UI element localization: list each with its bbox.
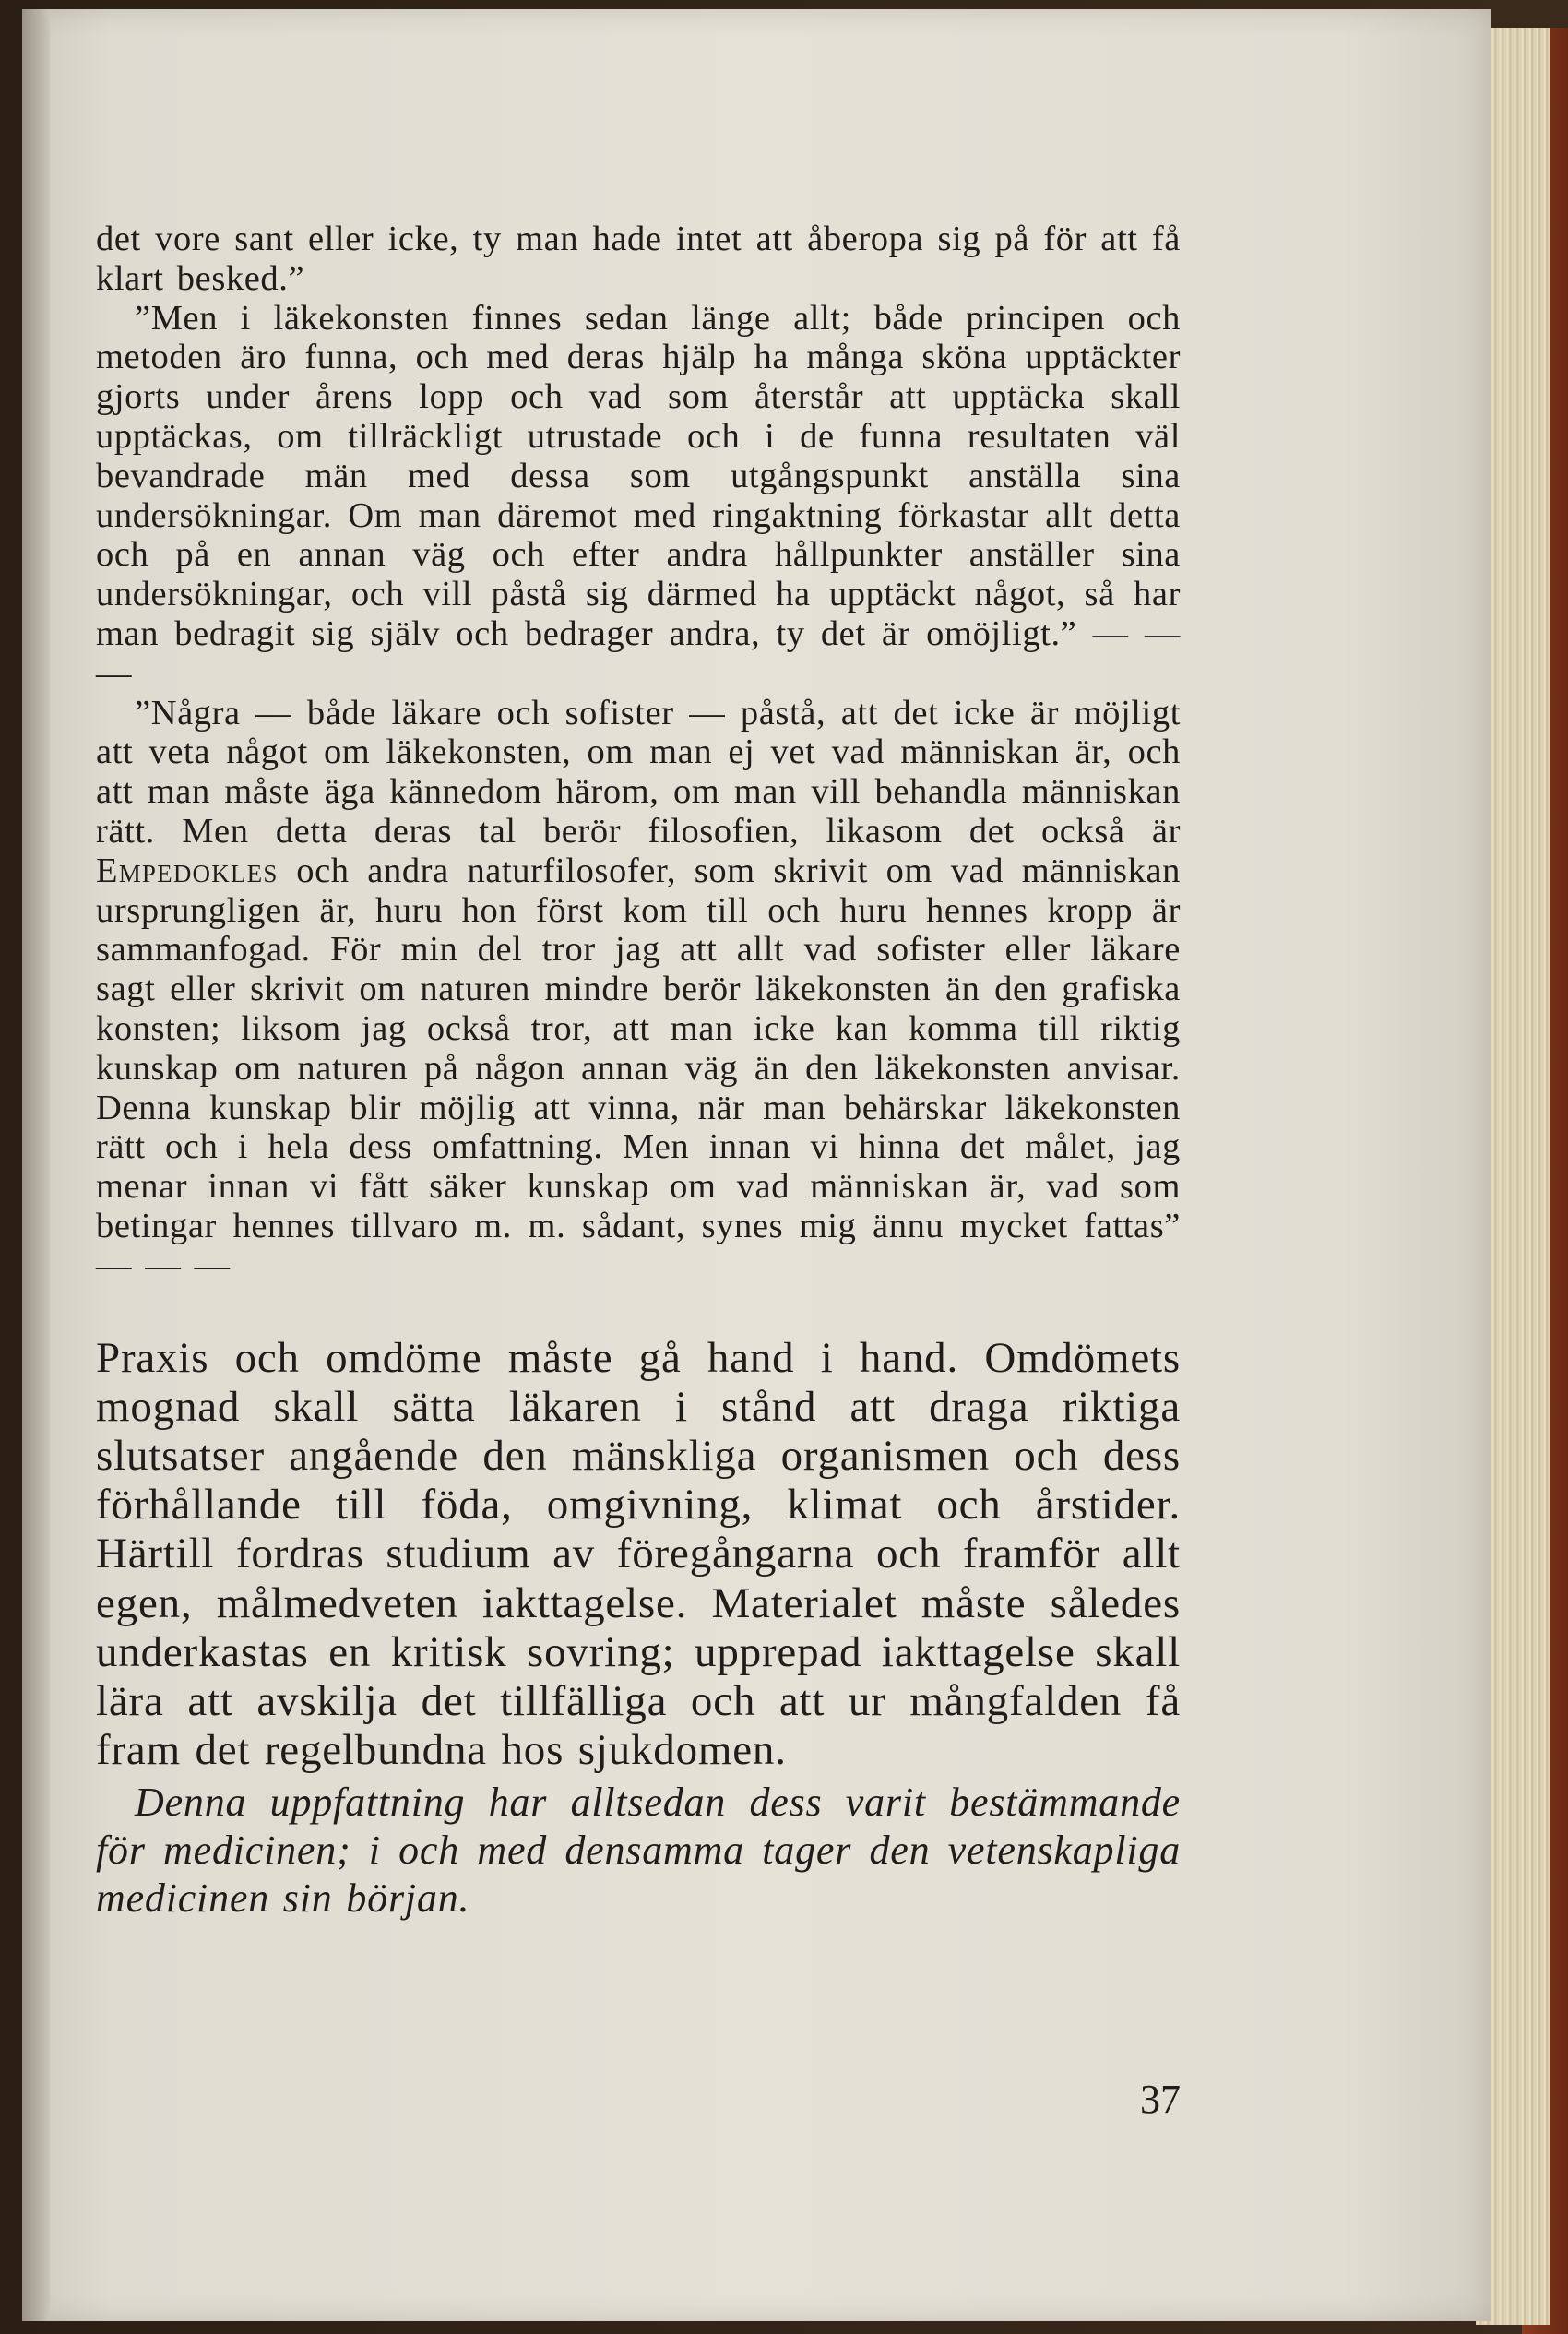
quote-paragraph-3-end: och andra naturfilosofer, som skrivit om vad människan ursprungligen är, huru hon först kom till och huru hennes kropp är sammanfogad. För min del tror jag att allt vad sofister eller läkare sagt eller skrivit om naturen mindre berör läkekonsten än den grafiska konsten; liksom jag också tror, att man icke kan komma till riktig kunskap om naturen på någon annan väg än den läkekonsten anvisar. Denna kunskap blir möjlig att vinna, när man behärskar läkekonsten rätt och i hela dess omfattning. Men innan vi hinna det målet, jag menar innan vi fått säker kunskap om vad människan är, vad som betingar hennes tillvaro m. m. sådant, synes mig ännu mycket fattas” — — — xyxy=(96,851,1181,1285)
page-number: 37 xyxy=(1140,2077,1181,2122)
main-paragraph: Praxis och omdöme måste gå hand i hand. Omdömets mognad skall sätta läkaren i stånd att draga riktiga slutsatser angående den mänskliga organismen och dess förhållande till föda, omgivning, klimat och årstider. Härtill fordras studium av föregångarna och framför allt egen, målmedveten iakttagelse. Materialet måste således underkastas en kritisk sovring; upprepad iakttagelse skall lära att avskilja det tillfälliga och att ur mångfalden få fram det regelbundna hos sjukdomen. xyxy=(96,1333,1181,1775)
page-gutter xyxy=(22,9,50,2321)
body-text xyxy=(96,220,1181,1923)
quote-paragraph-2: ”Men i läkekonsten finnes sedan länge allt; både principen och metoden äro funna, och med deras hjälp ha många sköna upptäckter gjorts under årens lopp och vad som återstår att upptäcka skall upptäckas, om tillräckligt utrustade och i de funna resultaten väl bevandrade män med dessa som utgångspunkt anställa sina undersökningar. Om man däremot med ringaktning förkastar allt detta och på en annan väg och efter andra hållpunkter anställer sina undersökningar, och vill påstå sig därmed ha upptäckt något, så har man bedragit sig själv och bedrager andra, ty det är omöjligt.” — — — xyxy=(96,298,1181,693)
quote-paragraph-3 xyxy=(96,694,1181,1286)
italic-conclusion: Denna uppfattning har alltsedan dess varit bestämmande för medicinen; i och med densamma tager den vetenskapliga medicinen sin början. xyxy=(96,1780,1181,1922)
quote-paragraph-1: det vore sant eller icke, ty man hade intet att åberopa sig på för att få klart besked.” xyxy=(96,220,1181,298)
quote-paragraph-3-start: ”Några — både läkare och sofister — påstå, att det icke är möjligt att veta något om läkekonsten, om man ej vet vad människan är, och att man måste äga kännedom härom, om man vill behandla människan rätt. Men detta deras tal berör filosofien, likasom det också är xyxy=(96,693,1181,851)
quoted-passage xyxy=(96,220,1181,1286)
name-empedokles: Empedokles xyxy=(96,851,279,890)
main-passage xyxy=(96,1334,1181,1923)
